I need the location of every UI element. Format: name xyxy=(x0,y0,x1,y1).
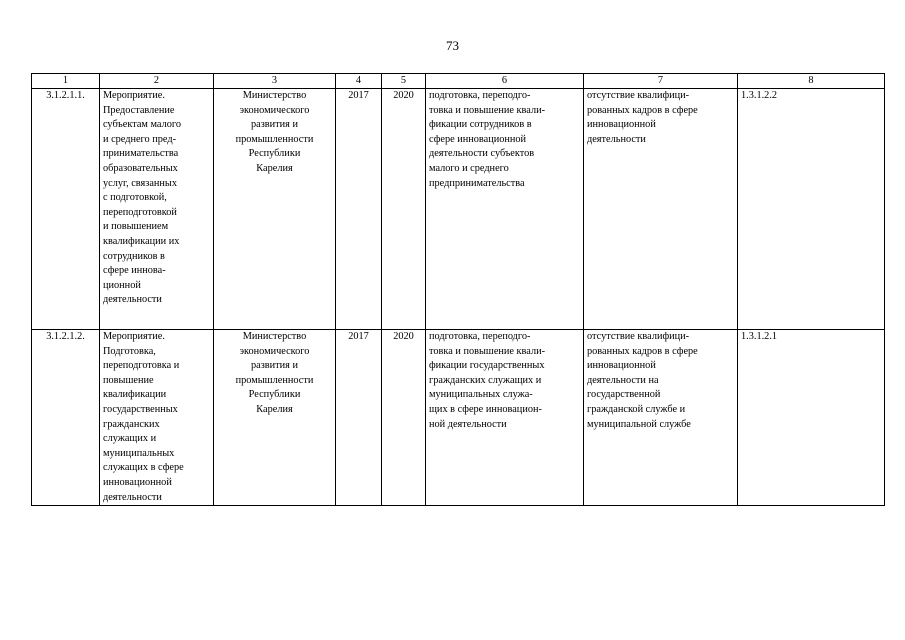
text-line: щих в сфере инновацион- xyxy=(429,403,542,415)
text-line: ной деятельности xyxy=(429,418,507,430)
text-line: Министерство xyxy=(242,90,307,101)
text-line: и среднего пред- xyxy=(103,133,177,145)
text-line: муниципальных xyxy=(103,447,175,459)
text-line: Министерство xyxy=(242,331,307,342)
text-line: квалификации xyxy=(103,389,167,401)
text-line: деятельности xyxy=(587,133,646,145)
indicator-link: 1.3.1.2.2 xyxy=(738,89,885,330)
text-line: Карелия xyxy=(256,162,293,174)
text-line: развития и xyxy=(251,360,298,372)
text-line: рованных кадров в сфере xyxy=(587,345,698,357)
text-line: Республики xyxy=(248,389,301,401)
start-year: 2017 xyxy=(336,330,382,506)
consequences xyxy=(584,330,738,506)
text-line: деятельности xyxy=(103,294,162,306)
measure-code: 3.1.2.1.1. xyxy=(32,89,100,330)
column-header-5: 5 xyxy=(382,74,426,89)
text-line: гражданских xyxy=(103,418,160,430)
column-header-7: 7 xyxy=(584,74,738,89)
column-header-2: 2 xyxy=(100,74,214,89)
text-line: гражданской службе и xyxy=(587,403,686,415)
text-line: товка и повышение квали- xyxy=(429,345,546,357)
end-year: 2020 xyxy=(382,330,426,506)
text-line: Предоставление xyxy=(103,104,175,116)
text-line: инновационной xyxy=(587,119,656,131)
text-line: предпринимательства xyxy=(429,177,525,189)
header-row xyxy=(32,74,885,89)
text-line: государственной xyxy=(587,389,661,401)
indicator-link: 1.3.1.2.1 xyxy=(738,330,885,506)
measure-description xyxy=(100,330,214,506)
text-line: Мероприятие. xyxy=(103,90,165,101)
consequences xyxy=(584,89,738,330)
text-line: промышленности xyxy=(235,133,314,145)
column-header-6: 6 xyxy=(426,74,584,89)
responsible-executor xyxy=(214,89,336,330)
text-line: субъектам малого xyxy=(103,119,181,131)
expected-result xyxy=(426,330,584,506)
program-measures-table xyxy=(31,73,885,506)
text-line: и повышением xyxy=(103,221,169,233)
text-line: образовательных xyxy=(103,162,178,174)
page-number: 73 xyxy=(446,38,459,53)
text-line: сфере инновационной xyxy=(429,133,527,145)
text-line: подготовка, переподго- xyxy=(429,331,531,342)
table-row xyxy=(32,89,885,330)
text-line: инновационной xyxy=(103,476,172,488)
text-line: деятельности субъектов xyxy=(429,148,535,160)
text-line: фикации сотрудников в xyxy=(429,119,532,131)
text-line: промышленности xyxy=(235,374,314,386)
measure-description xyxy=(100,89,214,330)
responsible-executor xyxy=(214,330,336,506)
text-line: Подготовка, xyxy=(103,345,156,357)
text-line: сотрудников в xyxy=(103,250,165,262)
column-header-8: 8 xyxy=(738,74,885,89)
text-line: услуг, связанных xyxy=(103,177,177,189)
text-line: гражданских служащих и xyxy=(429,374,542,386)
column-header-1: 1 xyxy=(32,74,100,89)
text-line: деятельности xyxy=(103,491,162,503)
text-line: служащих и xyxy=(103,433,157,445)
text-line: инновационной xyxy=(587,360,656,372)
text-line: переподготовкой xyxy=(103,206,177,218)
text-line: муниципальных служа- xyxy=(429,389,533,401)
text-line: государственных xyxy=(103,403,178,415)
end-year: 2020 xyxy=(382,89,426,330)
text-line: отсутствие квалифици- xyxy=(587,331,690,342)
text-line: фикации государственных xyxy=(429,360,545,372)
text-line: сфере иннова- xyxy=(103,265,166,277)
text-line: Карелия xyxy=(256,403,293,415)
text-line: экономического xyxy=(239,104,310,116)
text-line: служащих в сфере xyxy=(103,462,184,474)
text-line: квалификации их xyxy=(103,235,180,247)
text-line: экономического xyxy=(239,345,310,357)
text-line: Мероприятие. xyxy=(103,331,165,342)
text-line: Республики xyxy=(248,148,301,160)
text-line: подготовка, переподго- xyxy=(429,90,531,101)
text-line: ционной xyxy=(103,279,141,291)
text-line: товка и повышение квали- xyxy=(429,104,546,116)
text-line: повышение xyxy=(103,374,154,386)
expected-result xyxy=(426,89,584,330)
text-line: рованных кадров в сфере xyxy=(587,104,698,116)
text-line: малого и среднего xyxy=(429,162,509,174)
text-line: с подготовкой, xyxy=(103,192,167,204)
table-row xyxy=(32,330,885,506)
text-line: принимательства xyxy=(103,148,179,160)
text-line: отсутствие квалифици- xyxy=(587,90,690,101)
text-line: муниципальной службе xyxy=(587,418,691,430)
text-line: деятельности на xyxy=(587,374,659,386)
column-header-3: 3 xyxy=(214,74,336,89)
text-line: переподготовка и xyxy=(103,360,180,372)
start-year: 2017 xyxy=(336,89,382,330)
measure-code: 3.1.2.1.2. xyxy=(32,330,100,506)
text-line: развития и xyxy=(251,119,298,131)
column-header-4: 4 xyxy=(336,74,382,89)
